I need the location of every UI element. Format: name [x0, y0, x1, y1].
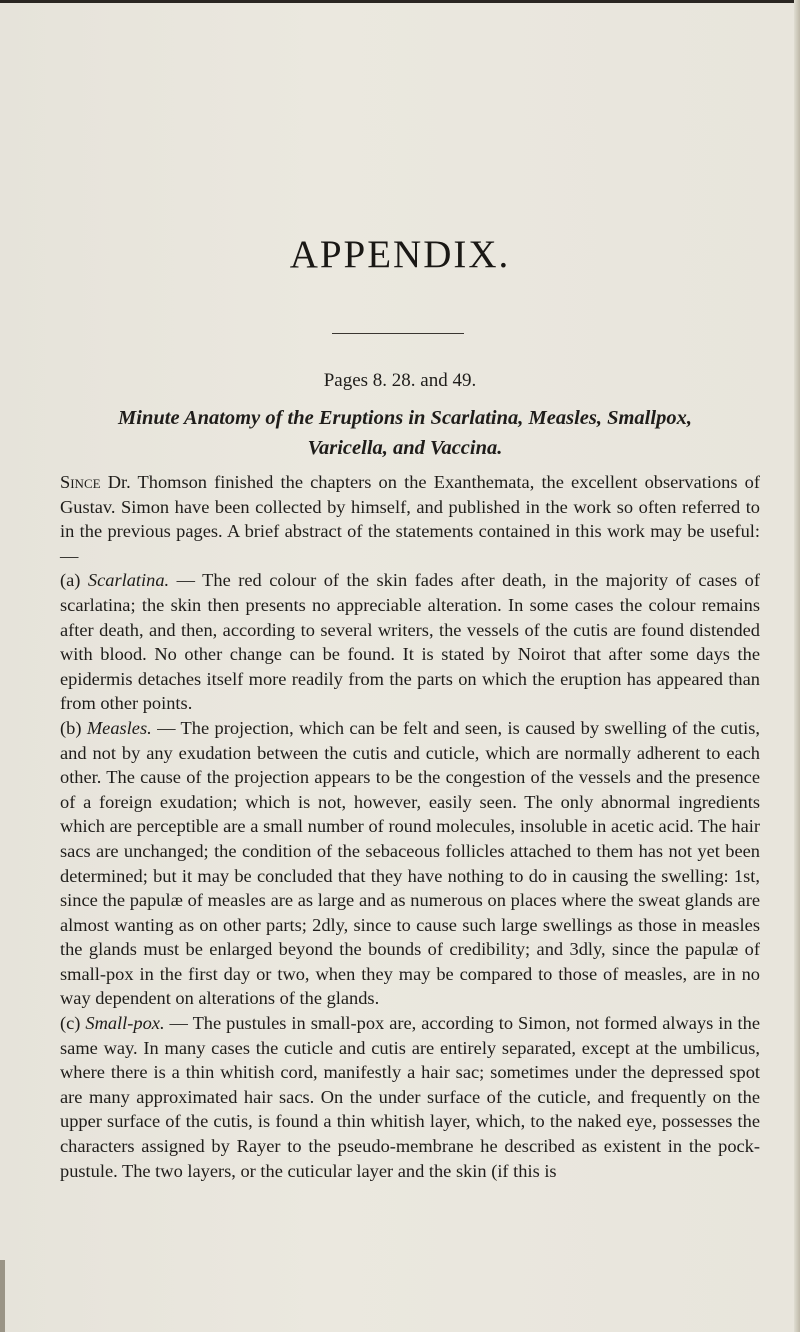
- section-text: — The projection, which can be felt and seen, is caused by swelling of the cutis, and not by any exudation between the cutis and cuticle, which are normally adherent to each other. The cause of the projection appears to be the congestion of the vessels and the presence of a foreign exudation; which is not, however, easily seen. The only abnormal ingredients which are perceptible are a small number of round molecules, insoluble in acetic acid. The hair sacs are unchanged; the condition of the sebaceous follicles attached to them has not yet been determined; but it may be concluded that they have nothing to do in causing the swelling: 1st, since the papulæ of measles are as large and as numerous on places where the sweat glands are almost wanting as on other parts; 2dly, since to cause such large swellings as those in measles the glands must be enlarged beyond the bounds of credibility; and 3dly, since the papulæ of small-pox in the first day or two, when they may be compared to those of measles, are in no way dependent on alterations of the glands.: [60, 717, 760, 1009]
- section-smallpox: [60, 1011, 760, 1183]
- page-right-edge: [794, 0, 800, 1332]
- intro-lead-word: Since: [60, 472, 101, 492]
- pages-reference: Pages 8. 28. and 49.: [323, 370, 477, 391]
- subtitle-line-1: Minute Anatomy of the Eruptions in Scarlatina, Measles, Smallpox,: [118, 407, 692, 429]
- section-marker: (c): [60, 1013, 86, 1034]
- intro-text: Dr. Thomson finished the chapters on the Exanthemata, the excellent observations of Gustav. Simon have been collected by himself, and published in the work so often referred to in the previous pages. A brief abstract of the statements contained in this work may be useful: —: [60, 472, 760, 566]
- section-title: Small-pox.: [85, 1013, 165, 1034]
- section-text: — The red colour of the skin fades after death, in the majority of cases of scarlatina; the skin then presents no appreciable alteration. In some cases the colour remains after death, and then, according to several writers, the vessels of the cutis are found distended with blood. No other change can be found. It is stated by Noirot that after some days the epidermis detaches itself more readily from the parts on which the eruption has appeared than from other points.: [60, 570, 760, 714]
- subtitle-line-2: Varicella, and Vaccina.: [307, 437, 503, 459]
- intro-paragraph: [60, 470, 760, 568]
- appendix-heading: APPENDIX.: [289, 233, 511, 276]
- section-title: Measles.: [86, 717, 152, 738]
- section-title: Scarlatina.: [87, 570, 170, 591]
- section-measles: [60, 716, 760, 1011]
- section-text: — The pustules in small-pox are, according to Simon, not formed always in the same way. In many cases the cuticle and cutis are entirely separated, except at the umbilicus, where there is a thin whitish cord, manifestly a hair sac; sometimes under the depressed spot are many approximated hair sacs. On the under surface of the cuticle, and frequently on the upper surface of the cutis, is found a thin whitish layer, which, to the naked eye, possesses the characters assigned by Rayer to the pseudo-membrane he described as existent in the pock-pustule. The two layers, or the cuticular layer and the skin (if this is: [60, 1013, 760, 1181]
- section-subtitle: [60, 403, 750, 463]
- page-top-edge: [0, 0, 800, 3]
- body-text: [60, 470, 760, 1183]
- page-left-edge: [0, 1260, 5, 1332]
- heading-rule: [332, 333, 464, 334]
- section-scarlatina: [60, 568, 760, 716]
- section-marker: (a): [60, 570, 88, 591]
- section-marker: (b): [60, 717, 87, 738]
